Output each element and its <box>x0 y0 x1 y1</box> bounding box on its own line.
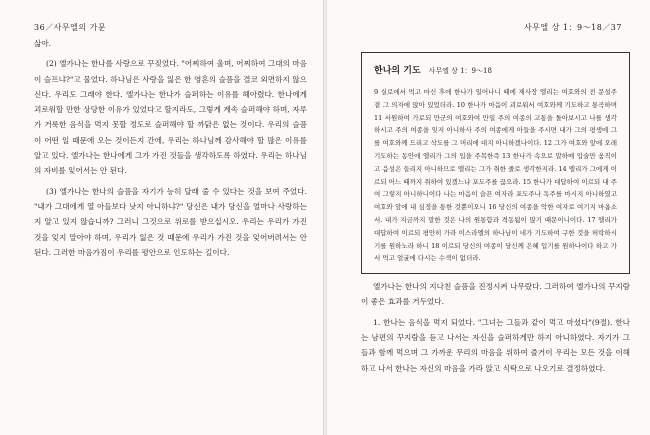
scripture-box-title <box>374 63 617 76</box>
left-paragraph-1: 삶아. <box>34 39 52 48</box>
right-page-header: 사무엘 상 1：9～18／37 <box>523 23 622 32</box>
left-paragraph-2: (2) 엘가나는 한나를 사랑으로 꾸짖었다. "어찌하여 울며, 어찌하여 그대의 마음이 슬프냐?"고 물었다. 하나님은 사랑을 잃은 한 영혼의 슬픔을 결코 외면하지 않으신다. 우리도 그래야 한다. 엘가나는 한나가 슬퍼하는 이유를 헤아렸다. 한나에게 괴로워할 만한 상당한 이유가 있었다고 할지라도, 그렇게 계속 슬퍼해야 하며, 자루가 거룩한 음식을 먹지 못할 정도로 슬퍼해야 할 까닭은 없는 것이다. 우리의 슬픔이 어떤 일 때문에 오는 것이든지 간에, 우리는 하나님께 감사해야 할 많은 이유를 알고 있다. 엘가나는 한나에게 그가 가진 것들을 생각하도록 하였다. 우리는 하나님의 자비를 잊어서는 안 된다. <box>34 59 307 176</box>
left-page <box>0 0 323 435</box>
scripture-box <box>361 52 630 274</box>
left-page-header: 36／사무엘의 가문 <box>34 23 107 32</box>
right-page <box>327 0 650 435</box>
scripture-title: 한나의 기도 <box>374 66 421 76</box>
scripture-text: 9 실로에서 먹고 마신 후에 한나가 일어나니 때에 제사장 엘리는 여호와의 전 문설주 곁 그 의자에 앉아 있었더라. 10 한나가 마음이 괴로워서 여호와께 기도하고 통곡하며 11 서원하여 가로되 만군의 여호와여 만일 주의 여종의 고통을 돌아보시고 나를 생각하시고 주의 여종을 잊지 아니하사 주의 여종에게 아들을 주시면 내가 그의 평생에 그를 여호와께 드리고 삭도를 그 머리에 대지 아니하겠나이다. 12 그가 여호와 앞에 오래 기도하는 동안에 엘리가 그의 입을 주목한즉 13 한나가 속으로 말하매 입술만 움직이고 음성은 들리지 아니하므로 엘리는 그가 취한 줄로 생각한지라. 14 엘리가 그에게 이르되 어느 때까지 취하여 있겠느냐 포도주를 끊으라. 15 한나가 대답하여 이르되 내 주여 그렇지 아니하니이다 나는 마음이 슬픈 여자라 포도주나 독주를 마시지 아니하였고 여호와 앞에 내 심정을 통한 것뿐이오니 16 당신의 여종을 악한 여자로 여기지 마옵소서. 내가 지금까지 말한 것은 나의 원통함과 격동됨이 많기 때문이니이다. 17 엘리가 대답하여 이르되 평안히 가라 이스라엘의 하나님이 네가 기도하여 구한 것을 허락하시기를 원하노라 하니 18 이르되 당신의 여종이 당신께 은혜 입기를 원하나이다 하고 가서 먹고 얼굴에 다시는 수색이 없더라. <box>374 88 617 263</box>
right-paragraph-2: 1. 한나는 음식을 먹지 되었다. "그녀는 그들과 같이 먹고 마셨다"(9절). 한나는 남편의 꾸지람을 듣고 나서는 자신을 슬퍼하게만 하지 아니하였다. 자기가 그 들과 함께 먹으며 그 가까운 무리의 마음을 위하여 즐거이 우리는 모든 것을 이해하고 나서 한나는 자신의 마음을 가라 앉고 식탁으로 나오기로 결정하였다. <box>361 317 630 373</box>
right-paragraph-1: 엘가나는 한나의 지나친 슬픔을 진정시켜 나무랐다. 그러하여 엘가나의 꾸지람이 좋은 효과를 거두었다. <box>361 282 630 307</box>
scripture-reference: 사무엘 상 1：9～18 <box>428 67 492 75</box>
left-paragraph-3: (3) 엘가나는 한나의 슬픔을 자기가 능히 달래 줄 수 있다는 것을 보여 주었다. "내가 그대에게 열 아들보다 낫지 아니하냐?" 당신은 내가 당신을 얼마나 사랑하는지 알고 있지 않습니까? 그러니 그것으로 위로를 받으십시오. 우리는 우리가 가진 것을 잊지 말아야 하며, 우리가 잃은 것 때문에 우리가 가진 것을 잊어버려서는 안 된다. 그러한 마음가짐이 우리를 평안으로 인도하는 길이다. <box>34 186 307 257</box>
